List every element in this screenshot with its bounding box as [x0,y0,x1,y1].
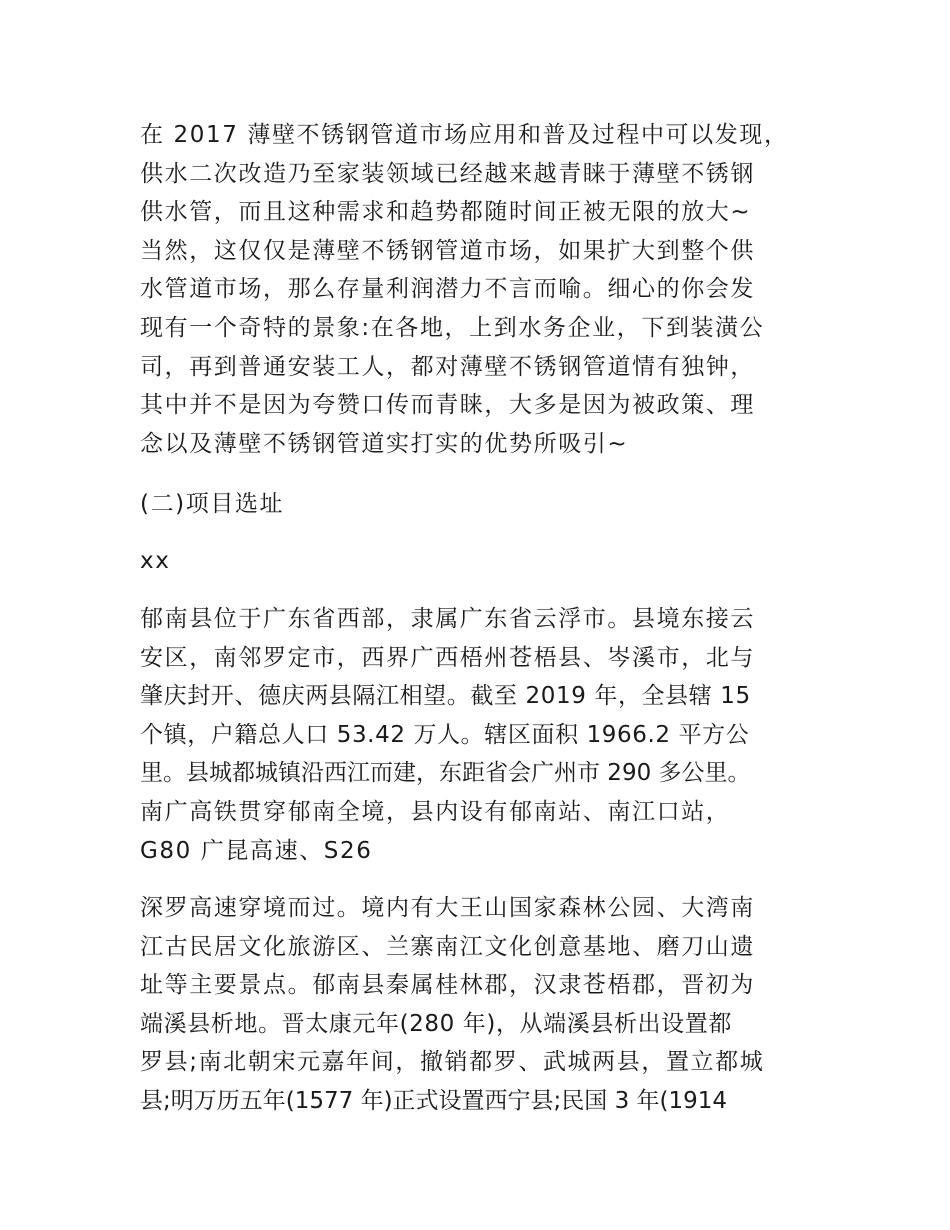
paragraph-placeholder [140,542,830,581]
text-line: 供水管，而且这种需求和趋势都随时间正被无限的放大~ [140,199,752,226]
text-line: 罗县;南北朝宋元嘉年间，撤销都罗、武城两县，置立都城 [140,1049,765,1076]
text-line: 肇庆封开、德庆两县隔江相望。截至 2019 年，全县辖 15 [140,683,751,710]
text-line: 端溪县析地。晋太康元年(280 年)，从端溪县析出设置都 [140,1010,732,1037]
text-line: 安区，南邻罗定市，西界广西梧州苍梧县、岑溪市，北与 [140,644,755,671]
text-line: 当然，这仅仅是薄壁不锈钢管道市场，如果扩大到整个供 [140,237,755,264]
text-line: 现有一个奇特的景象:在各地，上到水务企业，下到装潢公 [140,314,765,341]
text-line: 个镇，户籍总人口 53.42 万人。辖区面积 1966.2 平方公 [140,721,750,748]
text-line: 念以及薄壁不锈钢管道实打实的优势所吸引~ [140,430,629,457]
text-line: G80 广昆高速、S26 [140,837,373,864]
paragraph-county-overview [140,600,830,870]
text-line: 其中并不是因为夸赞口传而青睐，大多是因为被政策、理 [140,392,755,419]
text-line: 司，再到普通安装工人，都对薄壁不锈钢管道情有独钟， [140,353,755,380]
text-line: 在 2017 薄壁不锈钢管道市场应用和普及过程中可以发现， [140,122,789,148]
text-line: 水管道市场，那么存量利润潜力不言而喻。细心的你会发 [140,276,755,303]
paragraph-market-analysis [140,116,830,463]
section-heading-project-site [140,485,830,524]
text-line: 深罗高速穿境而过。境内有大王山国家森林公园、大湾南 [140,895,755,921]
text-line: 里。县城都城镇沿西江而建，东距省会广州市 290 多公里。 [140,760,751,787]
text-line: 址等主要景点。郁南县秦属桂林郡，汉隶苍梧郡，晋初为 [140,972,755,999]
section-heading: (二)项目选址 [140,491,285,517]
paragraph-county-history [140,889,830,1121]
text-line: 供水二次改造乃至家装领域已经越来越青睐于薄壁不锈钢 [140,160,755,187]
text-line: xx [140,548,171,574]
text-line: 县;明万历五年(1577 年)正式设置西宁县;民国 3 年(1914 [140,1087,728,1114]
text-line: 郁南县位于广东省西部，隶属广东省云浮市。县境东接云 [140,606,755,632]
text-line: 南广高铁贯穿郁南全境，县内设有郁南站、南江口站， [140,798,731,825]
text-line: 江古民居文化旅游区、兰寨南江文化创意基地、磨刀山遗 [140,933,755,960]
